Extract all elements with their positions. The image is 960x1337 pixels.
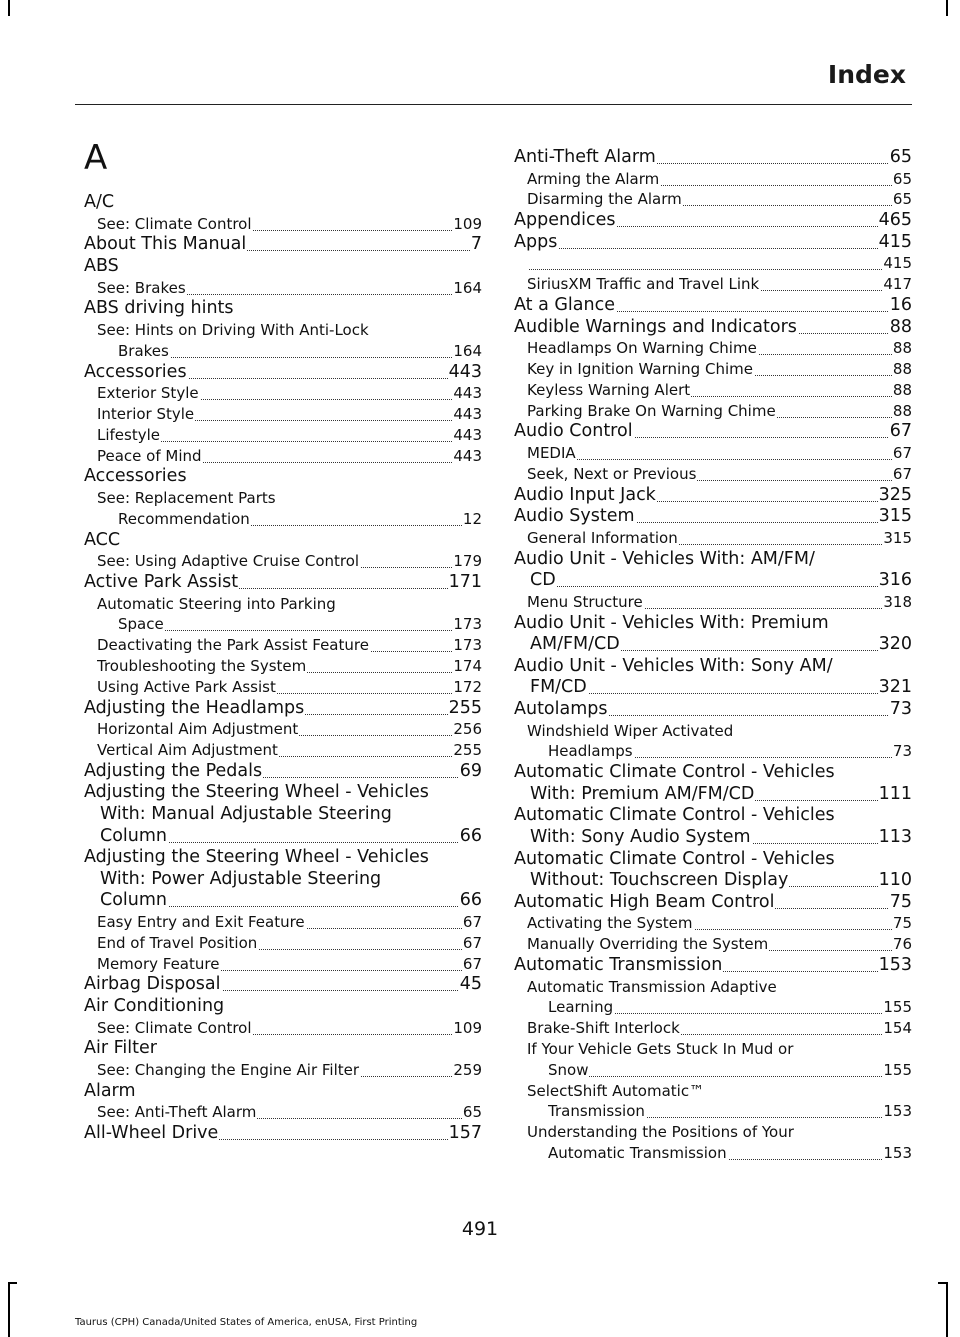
entry-label: Vertical Aim Adjustment — [97, 741, 278, 759]
entry-label: Easy Entry and Exit Feature — [97, 913, 305, 931]
entry-label: All-Wheel Drive — [84, 1123, 219, 1144]
index-entry — [514, 232, 912, 253]
entry-page: 88 — [892, 380, 912, 399]
entry-label: See: Changing the Engine Air Filter — [97, 1061, 360, 1079]
index-entry: Audio Unit - Vehicles With: Premium — [514, 612, 829, 633]
index-entry — [84, 698, 482, 719]
index-subentry — [118, 341, 482, 362]
index-subentry — [548, 741, 912, 762]
dot-leader — [548, 1076, 912, 1077]
entry-label: Learning — [548, 998, 614, 1017]
crop-mark-top-left — [8, 0, 10, 16]
entry-label: With: Premium AM/FM/CD — [530, 783, 755, 804]
entry-page: 88 — [892, 339, 912, 358]
index-entry — [84, 362, 482, 383]
page-title: Index — [827, 60, 906, 89]
entry-page: 65 — [462, 1103, 482, 1122]
dot-leader — [527, 269, 912, 270]
section-letter: A — [84, 138, 108, 178]
index-entry — [100, 826, 482, 847]
entry-label: Recommendation — [118, 509, 250, 528]
entry-label: See: Climate Control — [97, 214, 252, 233]
index-entry: Automatic Climate Control - Vehicles — [514, 848, 835, 869]
entry-label: Headlamps — [548, 742, 633, 761]
entry-label: Audio System — [514, 506, 635, 527]
index-entry — [530, 677, 912, 698]
entry-label: Appendices — [514, 210, 616, 231]
index-subentry — [548, 1060, 912, 1081]
entry-page: 76 — [892, 935, 912, 954]
entry-label: Active Park Assist — [84, 572, 239, 592]
index-entry — [514, 210, 912, 231]
crop-mark-bottom-left — [8, 1282, 10, 1337]
entry-label: Brake-Shift Interlock — [527, 1019, 680, 1038]
entry-label: Deactivating the Park Assist Feature — [97, 636, 369, 655]
entry-page: 315 — [878, 506, 912, 527]
index-entry — [84, 974, 482, 995]
index-entry — [514, 147, 912, 168]
entry-page: 73 — [889, 699, 912, 719]
index-subentry: SelectShift Automatic™ — [527, 1081, 705, 1100]
index-entry: Accessories — [84, 466, 187, 487]
entry-page: 321 — [878, 677, 912, 698]
entry-label: Troubleshooting the System — [97, 657, 307, 675]
entry-page: 443 — [453, 405, 482, 423]
index-subentry — [527, 592, 912, 613]
crop-mark-bottom-right — [946, 1282, 948, 1337]
entry-page: 325 — [878, 484, 912, 505]
entry-label: AM/FM/CD — [530, 634, 620, 655]
entry-page: 315 — [883, 528, 912, 547]
index-entry: Air Conditioning — [84, 996, 225, 1016]
entry-page: 320 — [878, 634, 912, 655]
entry-page: 255 — [453, 741, 482, 759]
index-subentry — [527, 528, 912, 549]
entry-page: 155 — [883, 1060, 912, 1079]
index-entry — [514, 485, 912, 506]
index-subentry — [527, 189, 912, 210]
entry-page: 318 — [883, 592, 912, 611]
entry-page: 155 — [883, 998, 912, 1017]
entry-label: Apps — [514, 231, 558, 252]
index-subentry: Automatic Steering into Parking — [97, 594, 336, 613]
entry-label: Airbag Disposal — [84, 974, 221, 995]
entry-label: Transmission — [548, 1102, 645, 1121]
entry-label: Lifestyle — [97, 425, 161, 444]
index-subentry — [548, 1143, 912, 1164]
entry-page: 316 — [878, 570, 912, 591]
entry-label: About This Manual — [84, 234, 247, 255]
entry-page: 88 — [892, 401, 912, 420]
entry-label: Menu Structure — [527, 592, 643, 611]
index-subentry — [527, 464, 912, 485]
index-subentry — [527, 380, 912, 401]
entry-page: 164 — [453, 278, 482, 297]
index-entry: Adjusting the Steering Wheel - Vehicles — [84, 847, 429, 868]
index-subentry — [97, 656, 482, 677]
crop-mark-bottom-right-h — [938, 1282, 947, 1284]
entry-label: Interior Style — [97, 405, 195, 423]
index-subentry — [97, 446, 482, 467]
entry-label: Exterior Style — [97, 384, 199, 403]
index-subentry — [97, 1102, 482, 1123]
entry-label: Audible Warnings and Indicators — [514, 316, 797, 337]
index-subentry — [527, 169, 912, 190]
index-subentry: See: Replacement Parts — [97, 489, 276, 507]
entry-label: SiriusXM Traffic and Travel Link — [527, 275, 760, 294]
entry-page: 45 — [459, 974, 482, 995]
index-subentry — [527, 359, 912, 380]
index-subentry — [97, 1060, 482, 1081]
entry-page: 69 — [459, 760, 482, 781]
entry-page: 443 — [453, 384, 482, 403]
index-subentry — [97, 404, 482, 425]
entry-page: 154 — [883, 1019, 912, 1038]
entry-label: Horizontal Aim Adjustment — [97, 720, 299, 739]
entry-label: At a Glance — [514, 295, 616, 315]
index-entry — [530, 634, 912, 655]
dot-leader — [118, 357, 482, 358]
entry-label: Accessories — [84, 361, 187, 382]
index-subentry — [97, 740, 482, 761]
entry-page: 443 — [453, 446, 482, 465]
index-entry — [530, 784, 912, 805]
entry-label: Column — [100, 825, 168, 846]
entry-page: 109 — [453, 1018, 482, 1037]
crop-mark-bottom-left-h — [8, 1282, 17, 1284]
entry-page: 174 — [453, 657, 482, 675]
index-entry: ABS driving hints — [84, 298, 234, 319]
index-entry — [514, 295, 912, 316]
index-entry: Air Filter — [84, 1038, 157, 1059]
dot-leader — [514, 248, 912, 249]
index-subentry — [548, 1101, 912, 1122]
entry-label: Keyless Warning Alert — [527, 380, 691, 399]
entry-page: 66 — [459, 890, 482, 911]
entry-page: 111 — [878, 783, 912, 804]
entry-label: Key in Ignition Warning Chime — [527, 360, 753, 378]
index-subentry — [97, 551, 482, 572]
index-entry: ACC — [84, 529, 121, 550]
index-subentry — [97, 719, 482, 740]
entry-label: With: Sony Audio System — [530, 827, 751, 847]
entry-label: Snow — [548, 1060, 589, 1079]
index-subentry — [527, 401, 912, 422]
page-number: 491 — [461, 1218, 499, 1240]
entry-label — [527, 254, 528, 272]
entry-label: Seek, Next or Previous — [527, 464, 697, 483]
entry-page: 153 — [883, 1144, 912, 1162]
index-entry: Automatic Climate Control - Vehicles — [514, 762, 835, 783]
index-subentry — [118, 614, 482, 635]
entry-label: Arming the Alarm — [527, 169, 660, 188]
index-entry — [84, 572, 482, 593]
index-subentry — [97, 954, 482, 975]
entry-label: Autolamps — [514, 699, 608, 719]
entry-page: 157 — [448, 1123, 482, 1144]
entry-page: 113 — [878, 827, 912, 847]
index-entry — [514, 506, 912, 527]
index-entry: Adjusting the Steering Wheel - Vehicles — [84, 782, 429, 803]
index-subentry — [527, 1018, 912, 1039]
entry-label: See: Brakes — [97, 278, 186, 297]
entry-label: See: Anti-Theft Alarm — [97, 1103, 257, 1122]
index-entry: Automatic Climate Control - Vehicles — [514, 805, 835, 826]
entry-label: Automatic High Beam Control — [514, 891, 775, 912]
entry-page: 67 — [462, 913, 482, 931]
index-entry: ABS — [84, 256, 119, 276]
index-subentry — [97, 383, 482, 404]
index-subentry — [527, 274, 912, 295]
entry-label: Audio Control — [514, 421, 633, 442]
entry-label: General Information — [527, 528, 678, 547]
entry-page: 153 — [878, 955, 912, 975]
index-entry — [530, 870, 912, 891]
entry-label: Automatic Transmission — [548, 1144, 727, 1162]
index-entry — [514, 955, 912, 976]
entry-label: Adjusting the Pedals — [84, 760, 263, 781]
index-subentry — [97, 677, 482, 698]
index-subentry — [527, 338, 912, 359]
entry-label: Automatic Transmission — [514, 955, 723, 975]
entry-page: 110 — [878, 870, 912, 891]
title-divider — [75, 104, 912, 105]
index-entry — [84, 234, 482, 255]
entry-label: See: Using Adaptive Cruise Control — [97, 552, 360, 571]
index-entry: With: Power Adjustable Steering — [100, 868, 382, 889]
entry-page: 88 — [892, 360, 912, 378]
entry-page: 67 — [462, 933, 482, 952]
entry-page: 259 — [453, 1061, 482, 1079]
entry-page: 153 — [883, 1102, 912, 1121]
entry-page: 12 — [462, 509, 482, 528]
entry-label: Using Active Park Assist — [97, 677, 276, 696]
index-subentry — [527, 253, 912, 274]
index-entry — [514, 421, 912, 442]
index-entry: A/C — [84, 192, 115, 212]
index-subentry: Understanding the Positions of Your — [527, 1123, 794, 1142]
dot-leader — [527, 459, 912, 460]
entry-page: 7 — [470, 234, 482, 255]
index-subentry — [548, 997, 912, 1018]
entry-page: 73 — [892, 742, 912, 761]
index-entry — [514, 892, 912, 913]
entry-page: 173 — [453, 636, 482, 655]
entry-page: 88 — [889, 316, 912, 337]
edition-footer: Taurus (CPH) Canada/United States of America, enUSA, First Printing — [75, 1317, 418, 1328]
entry-label: Disarming the Alarm — [527, 190, 682, 209]
entry-label: Activating the System — [527, 914, 693, 933]
index-subentry: Windshield Wiper Activated — [527, 721, 734, 740]
index-entry — [84, 1123, 482, 1144]
index-subentry — [527, 913, 912, 934]
entry-page: 65 — [892, 169, 912, 188]
index-entry: Audio Unit - Vehicles With: Sony AM/ — [514, 655, 833, 676]
entry-page: 109 — [453, 214, 482, 233]
entry-page: 417 — [883, 275, 912, 294]
entry-page: 164 — [453, 341, 482, 360]
entry-label: Parking Brake On Warning Chime — [527, 401, 776, 420]
entry-page: 179 — [453, 552, 482, 571]
entry-page: 67 — [892, 444, 912, 462]
entry-page: 66 — [459, 825, 482, 846]
entry-page: 415 — [883, 254, 912, 273]
index-subentry — [97, 425, 482, 446]
index-subentry: If Your Vehicle Gets Stuck In Mud or — [527, 1040, 794, 1058]
entry-label: Audio Input Jack — [514, 484, 656, 505]
entry-label: Anti-Theft Alarm — [514, 147, 656, 167]
index-subentry — [97, 1018, 482, 1039]
entry-page: 75 — [892, 914, 912, 933]
entry-page: 465 — [878, 210, 912, 231]
entry-label: Manually Overriding the System — [527, 935, 769, 954]
dot-leader — [118, 630, 482, 631]
entry-label: Headlamps On Warning Chime — [527, 339, 757, 358]
index-entry — [514, 317, 912, 338]
index-entry — [100, 890, 482, 911]
index-entry — [530, 827, 912, 848]
entry-label: Brakes — [118, 341, 169, 360]
entry-label: FM/CD — [530, 677, 587, 698]
index-entry: Alarm — [84, 1080, 136, 1101]
index-subentry — [527, 443, 912, 464]
crop-mark-top-right — [946, 0, 948, 16]
index-subentry — [97, 933, 482, 954]
entry-page: 16 — [889, 295, 912, 315]
index-entry — [84, 761, 482, 782]
entry-label: Space — [118, 615, 164, 634]
entry-page: 415 — [878, 231, 912, 252]
entry-page: 256 — [453, 720, 482, 739]
entry-page: 75 — [889, 891, 912, 912]
entry-label: MEDIA — [527, 444, 576, 462]
index-entry — [514, 699, 912, 720]
dot-leader — [530, 586, 912, 587]
index-subentry: Automatic Transmission Adaptive — [527, 977, 777, 996]
index-entry: Audio Unit - Vehicles With: AM/FM/ — [514, 548, 815, 569]
entry-label: End of Travel Position — [97, 933, 258, 952]
entry-label: CD — [530, 570, 556, 591]
entry-page: 67 — [462, 954, 482, 973]
entry-page: 255 — [448, 697, 482, 718]
index-entry — [530, 570, 912, 591]
index-subentry — [118, 509, 482, 530]
index-entry: With: Manual Adjustable Steering — [100, 804, 392, 824]
entry-page: 443 — [453, 425, 482, 444]
entry-label: Column — [100, 890, 168, 911]
entry-label: Peace of Mind — [97, 446, 202, 465]
index-subentry: See: Hints on Driving With Anti-Lock — [97, 321, 369, 339]
entry-label: See: Climate Control — [97, 1018, 252, 1037]
entry-page: 173 — [453, 615, 482, 634]
index-subentry — [97, 214, 482, 235]
index-subentry — [97, 635, 482, 656]
entry-page: 67 — [892, 464, 912, 483]
entry-page: 67 — [889, 421, 912, 442]
entry-label: Memory Feature — [97, 954, 220, 973]
index-subentry — [527, 934, 912, 955]
entry-label: Without: Touchscreen Display — [530, 870, 789, 891]
entry-page: 443 — [448, 361, 482, 382]
entry-page: 65 — [889, 147, 912, 167]
entry-label: Adjusting the Headlamps — [84, 697, 305, 718]
entry-page: 172 — [453, 677, 482, 696]
index-subentry — [97, 278, 482, 299]
index-subentry — [97, 912, 482, 933]
entry-page: 171 — [448, 572, 482, 592]
entry-page: 65 — [892, 190, 912, 209]
